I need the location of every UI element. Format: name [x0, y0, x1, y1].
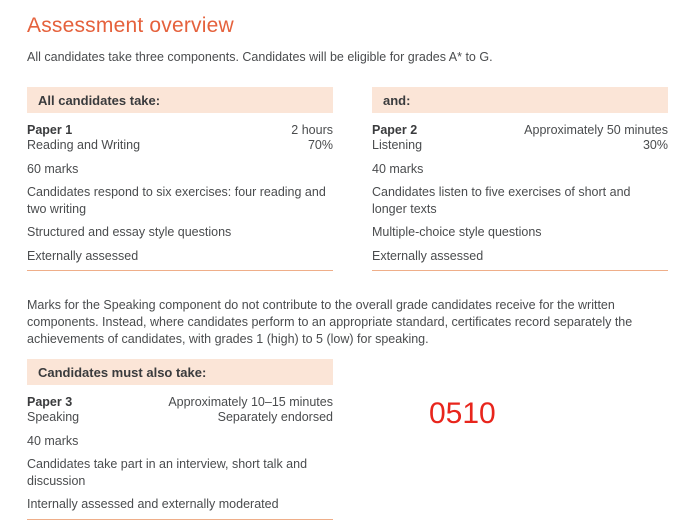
- panel-divider: [27, 270, 333, 271]
- paper-title-row: [372, 123, 668, 138]
- paper-component-row: [372, 138, 668, 153]
- panel-paper-2: [372, 87, 668, 271]
- column-gap: [333, 359, 372, 520]
- panel-header-label: All candidates take:: [38, 92, 161, 108]
- paper-component: Reading and Writing: [27, 138, 141, 152]
- empty-column: [372, 359, 668, 520]
- panel-paper-1: [27, 87, 333, 271]
- panel-divider: [27, 519, 333, 520]
- paper-component: Listening: [372, 138, 423, 152]
- panel-header-label: and:: [383, 92, 411, 108]
- column-gap: [333, 87, 372, 271]
- panel-divider: [372, 270, 668, 271]
- papers-row-top: [27, 87, 668, 271]
- paper-name: Paper 3: [27, 395, 73, 409]
- page-title: Assessment overview: [27, 14, 234, 37]
- paper-detail: Externally assessed: [372, 248, 484, 263]
- paper-detail: Externally assessed: [27, 248, 139, 263]
- paper-name: Paper 2: [372, 123, 418, 137]
- paper-marks: 60 marks: [27, 162, 79, 176]
- papers-row-bottom: [27, 359, 668, 520]
- paper-duration: Approximately 10–15 minutes: [168, 395, 333, 409]
- panel-paper-3: [27, 359, 333, 520]
- speaking-note: Marks for the Speaking component do not contribute to the overall grade candidates receive for the written components. Instead, where candidates perform to an appropriate standard, certificates record separately the achievements of candidates, with grades 1 (high) to 5 (low) for speaking.: [27, 298, 633, 346]
- paper-marks: 40 marks: [372, 162, 424, 176]
- paper-component: Speaking: [27, 410, 80, 424]
- paper-duration: 2 hours: [291, 123, 333, 137]
- panel-header: [27, 87, 333, 113]
- paper-duration: Approximately 50 minutes: [524, 123, 668, 137]
- paper-detail: Candidates respond to six exercises: four reading and two writing: [27, 185, 326, 216]
- paper-name: Paper 1: [27, 123, 73, 137]
- syllabus-code: 0510: [429, 397, 496, 430]
- paper-detail: Multiple-choice style questions: [372, 225, 542, 239]
- panel-header-label: Candidates must also take:: [38, 364, 207, 380]
- paper-detail: Candidates listen to five exercises of short and longer texts: [372, 185, 631, 216]
- panel-header: [372, 87, 668, 113]
- intro-text: All candidates take three components. Candidates will be eligible for grades A* to G.: [27, 50, 493, 64]
- paper-component-row: [27, 138, 333, 153]
- paper-title-row: [27, 123, 333, 138]
- paper-detail: Candidates take part in an interview, short talk and discussion: [27, 457, 308, 488]
- paper-component-row: [27, 410, 333, 425]
- paper-weighting: Separately endorsed: [217, 410, 333, 424]
- paper-weighting: 30%: [642, 138, 668, 152]
- paper-weighting: 70%: [307, 138, 333, 152]
- paper-marks: 40 marks: [27, 434, 79, 448]
- paper-detail: Structured and essay style questions: [27, 225, 232, 239]
- paper-title-row: [27, 395, 333, 410]
- panel-header: [27, 359, 333, 385]
- paper-detail: Internally assessed and externally moderated: [27, 497, 279, 511]
